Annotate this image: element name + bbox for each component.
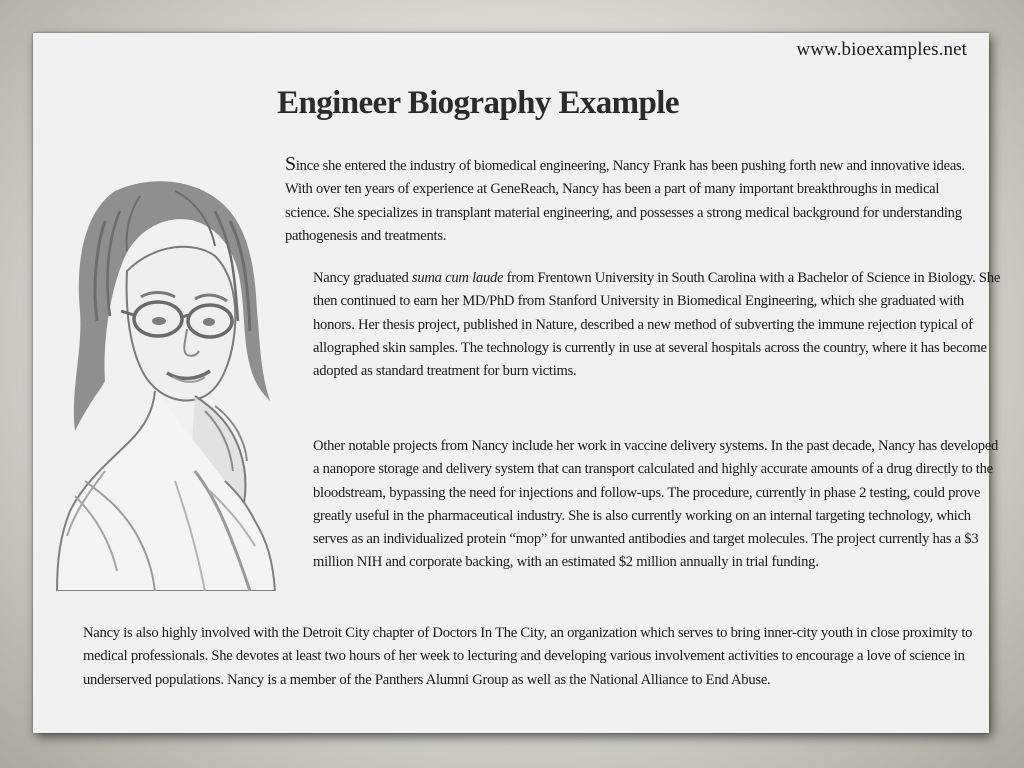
bio-paragraph-2	[285, 267, 1003, 383]
page-title: Engineer Biography Example	[277, 85, 679, 121]
paragraph-text-start: Nancy graduated	[313, 270, 412, 286]
paragraph-initial: S	[285, 153, 296, 175]
paragraph-text-end: from Frentown University in South Carolina with a Bachelor of Science in Biology. She then continued to earn her MD/PhD from Stanford University in Biomedical Engineering, which she graduated with honors. Her thesis project, published in Nature, described a new method of subverting the immune rejection typical of allographed skin samples. The technology is currently in use at several hospitals across the country, where it has become adopted as standard treatment for burn victims.	[313, 270, 1001, 380]
bio-paragraph-4: Nancy is also highly involved with the Detroit City chapter of Doctors In The City, an organization which serves to bring inner-city youth in close proximity to medical professionals. She devotes at least two hours of her week to lecturing and developing various involvement activities to encourage a love of science in underserved populations. Nancy is a member of the Panthers Alumni Group as well as the National Alliance to End Abuse.	[83, 625, 973, 688]
woman-portrait-sketch-icon	[45, 151, 277, 591]
latin-honor-text: suma cum laude	[411, 270, 504, 286]
document-page	[33, 33, 1001, 733]
bio-paragraph-1	[285, 153, 975, 248]
paragraph-text: ince she entered the industry of biomedical engineering, Nancy Frank has been pushing forth new and innovative ideas. With over ten years of experience at GeneReach, Nancy has been a part of many important breakthroughs in medical science. She specializes in transplant material engineering, and possesses a strong medical background for understanding pathogenesis and treatments.	[285, 158, 965, 244]
site-url[interactable]: www.bioexamples.net	[796, 39, 967, 60]
bio-paragraph-3: Other notable projects from Nancy include her work in vaccine delivery systems. In the past decade, Nancy has developed a nanopore storage and delivery system that can transport calculated and highly accurate amounts of a drug directly to the bloodstream, bypassing the need for injections and follow-ups. The procedure, currently in phase 2 testing, could prove greatly useful in the pharmaceutical industry. She is also currently working on an internal targeting technology, which serves as an individualized protein “mop” for unwanted antibodies and target molecules. The project currently has a $3 million NIH and corporate backing, with an estimated $2 million annually in trial funding.	[313, 438, 999, 571]
